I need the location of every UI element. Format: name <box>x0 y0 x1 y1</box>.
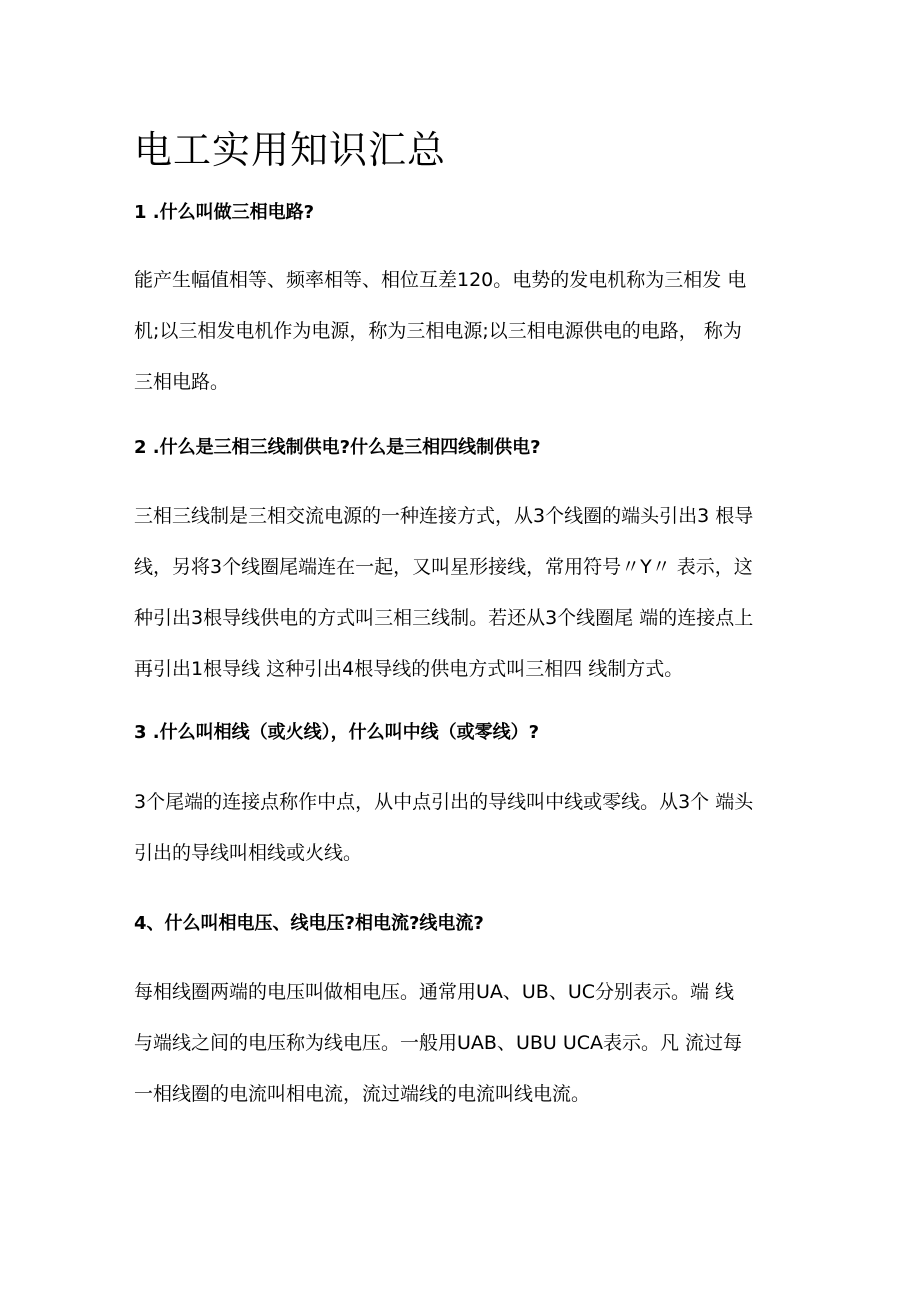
section-1-line-1: 能产生幅值相等、频率相等、相位互差120。电势的发电机称为三相发 电 <box>134 269 747 291</box>
section-4-heading: 4、什么叫相电压、线电压?相电流?线电流? <box>134 913 484 934</box>
section-2-heading: 2 .什么是三相三线制供电?什么是三相四线制供电? <box>134 437 541 458</box>
section-3-body <box>134 777 794 879</box>
section-1-body <box>134 255 794 408</box>
section-2-body <box>134 491 794 695</box>
section-4-line-3: 一相线圈的电流叫相电流，流过端线的电流叫线电流。 <box>134 1083 591 1105</box>
section-4-body <box>134 967 794 1120</box>
section-2-line-3: 种引出3根导线供电的方式叫三相三线制。若还从3个线圈尾 端的连接点上 <box>134 607 754 629</box>
section-1-heading: 1 .什么叫做三相电路? <box>134 202 315 223</box>
section-4-line-2: 与端线之间的电压称为线电压。一般用UAB、UBU UCA表示。凡 流过每 <box>134 1032 743 1054</box>
section-2-line-1: 三相三线制是三相交流电源的一种连接方式，从3个线圈的端头引出3 根导 <box>134 505 754 527</box>
section-1-line-2: 机;以三相发电机作为电源，称为三相电源;以三相电源供电的电路， 称为 <box>134 320 742 342</box>
section-3-heading: 3 .什么叫相线（或火线），什么叫中线（或零线）? <box>134 722 540 743</box>
section-1-line-3: 三相电路。 <box>134 371 230 393</box>
document-title: 电工实用知识汇总 <box>134 128 447 172</box>
section-4-line-1: 每相线圈两端的电压叫做相电压。通常用UA、UB、UC分别表示。端 线 <box>134 981 735 1003</box>
section-2-line-2: 线，另将3个线圈尾端连在一起，又叫星形接线，常用符号〃Y〃 表示，这 <box>134 556 753 578</box>
section-2-line-4: 再引出1根导线 这种引出4根导线的供电方式叫三相四 线制方式。 <box>134 658 684 680</box>
section-3-line-2: 引出的导线叫相线或火线。 <box>134 842 363 864</box>
section-3-line-1: 3个尾端的连接点称作中点，从中点引出的导线叫中线或零线。从3个 端头 <box>134 791 754 813</box>
